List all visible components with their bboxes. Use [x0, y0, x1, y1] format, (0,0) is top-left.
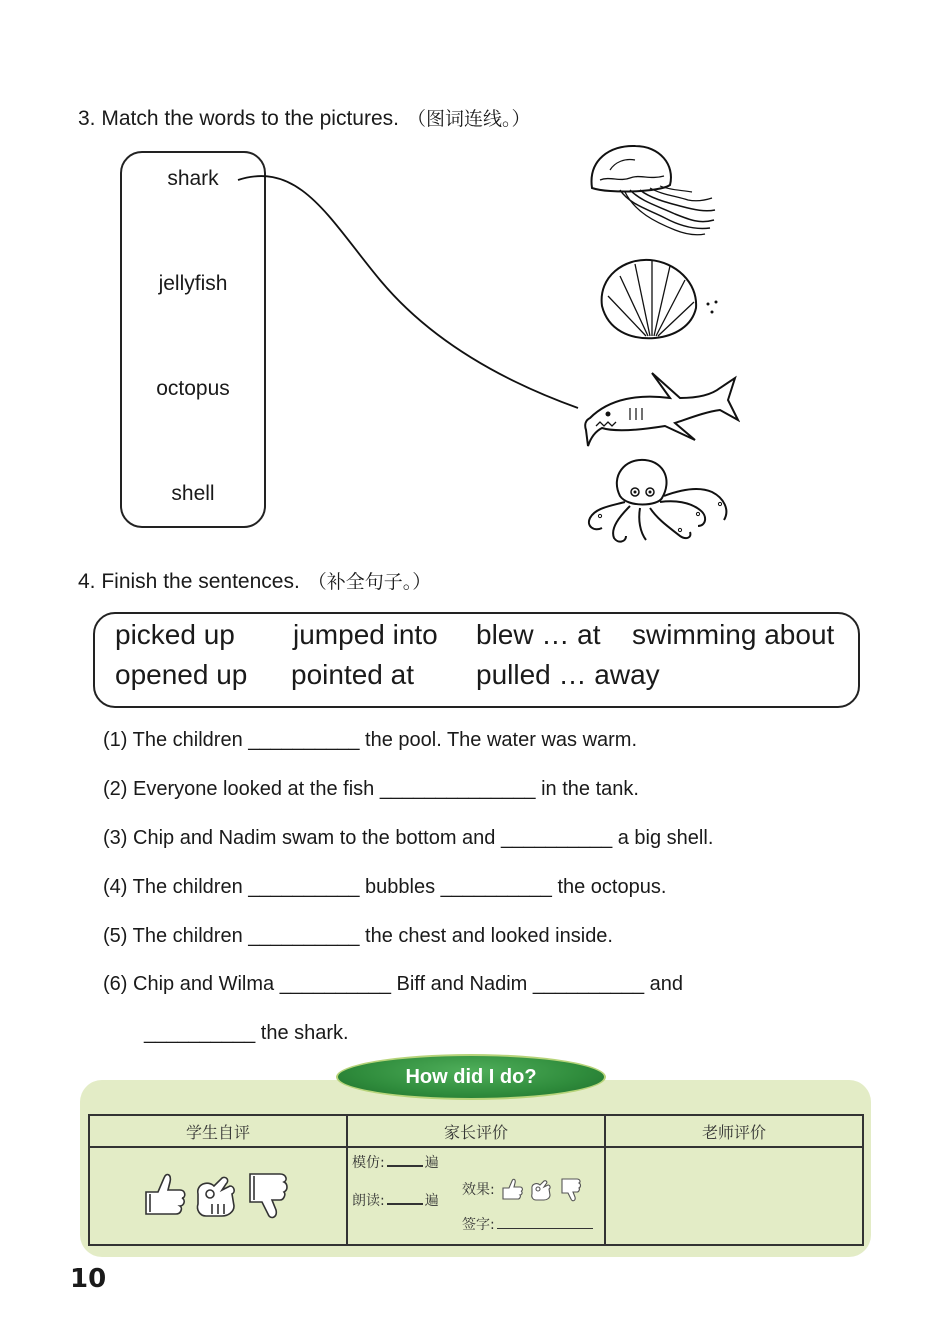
- header-parent: 家长评价: [347, 1115, 605, 1147]
- self-eval-cell: [89, 1147, 347, 1245]
- effect-label: 效果:: [462, 1182, 495, 1198]
- page-number: 10: [70, 1264, 107, 1294]
- teacher-eval-cell[interactable]: [605, 1147, 863, 1245]
- phrase-picked-up: picked up: [115, 619, 235, 650]
- word-jellyfish[interactable]: jellyfish: [158, 272, 228, 295]
- imitate-row: [352, 1152, 439, 1172]
- parent-eval-cell: [347, 1147, 605, 1245]
- read-unit: 遍: [424, 1193, 439, 1209]
- word-shark[interactable]: shark: [167, 167, 219, 190]
- effect-hands-icon[interactable]: [499, 1174, 589, 1206]
- octopus-picture[interactable]: [580, 456, 740, 546]
- phrase-pulled-away: pulled … away: [476, 659, 660, 690]
- sentence-5[interactable]: (5) The children __________ the chest and looked inside.: [103, 925, 613, 947]
- word-octopus[interactable]: octopus: [156, 377, 230, 400]
- sign-label: 签字:: [462, 1217, 495, 1233]
- read-label: 朗读:: [352, 1193, 385, 1209]
- q3-title-en: 3. Match the words to the pictures.: [78, 107, 399, 130]
- read-row: [352, 1190, 439, 1210]
- word-shell[interactable]: shell: [171, 482, 215, 505]
- sentence-4[interactable]: (4) The children __________ bubbles __________ the octopus.: [103, 876, 667, 898]
- sentence-2[interactable]: (2) Everyone looked at the fish ______________ in the tank.: [103, 778, 639, 800]
- read-blank[interactable]: [387, 1203, 423, 1205]
- sentence-6-continued[interactable]: __________ the shark.: [144, 1022, 349, 1044]
- evaluation-table: [88, 1114, 864, 1246]
- matching-line: [0, 0, 950, 560]
- q4-title: [78, 567, 431, 594]
- phrase-opened-up: opened up: [115, 659, 248, 690]
- imitate-unit: 遍: [424, 1155, 439, 1171]
- sentence-3[interactable]: (3) Chip and Nadim swam to the bottom and __________ a big shell.: [103, 827, 714, 849]
- phrase-swimming-about: swimming about: [632, 619, 835, 650]
- sign-blank[interactable]: [497, 1228, 593, 1229]
- phrase-pointed-at: pointed at: [291, 659, 414, 690]
- how-did-i-do-badge: How did I do?: [336, 1054, 606, 1100]
- q4-title-cn: （补全句子。）: [307, 572, 432, 593]
- imitate-blank[interactable]: [387, 1165, 423, 1167]
- phrase-jumped-into: jumped into: [293, 619, 438, 650]
- shark-picture[interactable]: [580, 368, 740, 450]
- phrase-blew-at: blew … at: [476, 619, 601, 650]
- jellyfish-picture[interactable]: [580, 140, 730, 240]
- imitate-label: 模仿:: [352, 1155, 385, 1171]
- sentence-1[interactable]: (1) The children __________ the pool. The water was warm.: [103, 729, 638, 751]
- sentence-6[interactable]: (6) Chip and Wilma __________ Biff and Nadim __________ and: [103, 973, 684, 995]
- rating-hands-icon[interactable]: [138, 1164, 298, 1224]
- effect-row: [462, 1174, 589, 1206]
- sign-row: [462, 1214, 593, 1234]
- q4-title-en: 4. Finish the sentences.: [78, 570, 300, 593]
- header-self: 学生自评: [89, 1115, 347, 1147]
- header-teacher: 老师评价: [605, 1115, 863, 1147]
- q3-title-cn: （图词连线。）: [407, 109, 531, 130]
- shell-picture[interactable]: [580, 256, 730, 346]
